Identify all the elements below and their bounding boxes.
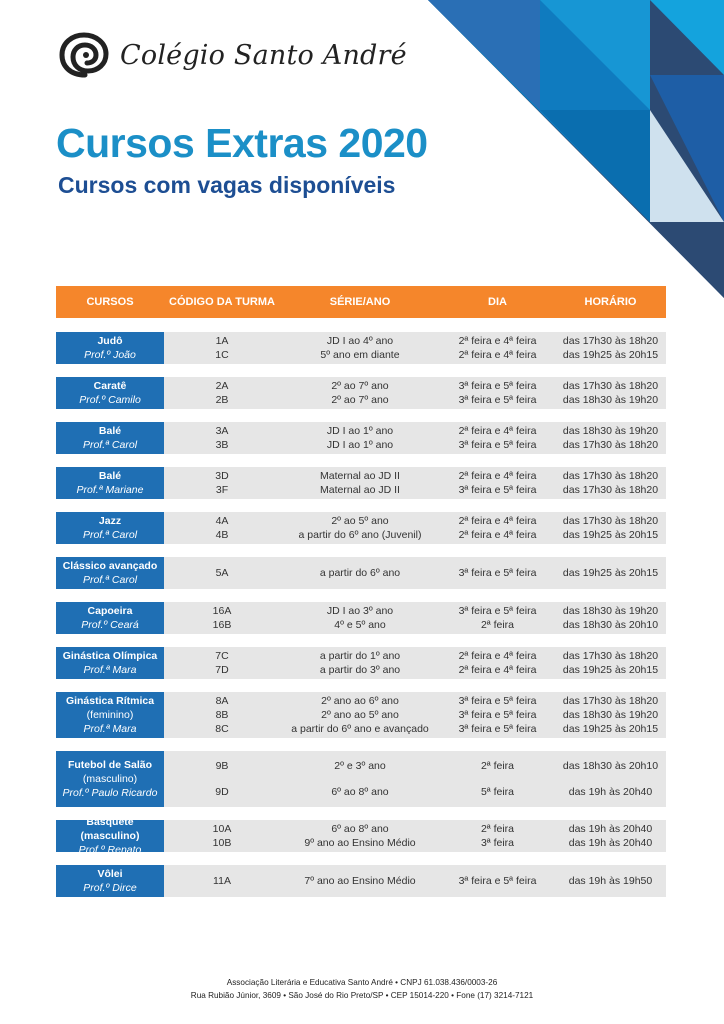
grade-range: JD I ao 3º ano: [326, 605, 394, 617]
course-cell: [56, 377, 164, 409]
table-row: [164, 722, 666, 736]
course-rows: [164, 557, 666, 589]
table-row: [164, 836, 666, 850]
footer-line-1: Associação Literária e Educativa Santo André • CNPJ 61.038.436/0003-26: [226, 978, 498, 987]
course-cell: [56, 692, 164, 738]
course-group: [56, 865, 666, 897]
course-name: Jazz: [98, 515, 122, 527]
turma-code: 4A: [215, 515, 229, 527]
schedule-time: das 17h30 às 18h20: [562, 335, 659, 347]
weekday: 2ª feira e 4ª feira: [458, 650, 537, 662]
grade-range: a partir do 1º ano: [319, 650, 401, 662]
turma-code: 1A: [215, 335, 229, 347]
course-teacher: Prof.ª Mara: [83, 723, 137, 735]
turma-code: 2A: [215, 380, 229, 392]
header-dia: DIA: [488, 295, 507, 308]
weekday: 3ª feira e 5ª feira: [458, 439, 537, 451]
turma-code: 7D: [215, 664, 229, 676]
course-name: Balé: [98, 470, 122, 482]
grade-range: 2º ano ao 5º ano: [321, 709, 399, 721]
page-title: Cursos Extras 2020: [56, 120, 428, 166]
weekday: 2ª feira e 4ª feira: [458, 515, 537, 527]
logo-spiral-icon: [58, 30, 112, 80]
weekday: 3ª feira e 5ª feira: [458, 709, 537, 721]
course-cell: [56, 422, 164, 454]
header-horario: HORÁRIO: [584, 295, 637, 308]
course-cell: [56, 602, 164, 634]
table-body: [56, 332, 666, 897]
page-subtitle: Cursos com vagas disponíveis: [58, 172, 396, 198]
table-row: [164, 393, 666, 407]
course-teacher: Prof.º Paulo Ricardo: [62, 787, 158, 799]
course-note: (masculino): [82, 773, 138, 785]
course-teacher: Prof.ª Carol: [82, 574, 138, 586]
course-cell: [56, 751, 164, 807]
course-group: [56, 751, 666, 807]
grade-range: 9º ano ao Ensino Médio: [304, 837, 416, 849]
turma-code: 9D: [215, 786, 229, 798]
turma-code: 10B: [212, 837, 232, 849]
grade-range: JD I ao 4º ano: [326, 335, 394, 347]
table-row: [164, 424, 666, 438]
schedule-time: das 17h30 às 18h20: [562, 515, 659, 527]
weekday: 2ª feira e 4ª feira: [458, 664, 537, 676]
weekday: 2ª feira: [480, 760, 515, 772]
table-row: [164, 438, 666, 452]
table-row: [164, 560, 666, 586]
table-row: [164, 528, 666, 542]
course-teacher: Prof.ª Carol: [82, 529, 138, 541]
turma-code: 9B: [215, 760, 229, 772]
weekday: 3ª feira e 5ª feira: [458, 605, 537, 617]
turma-code: 3F: [215, 484, 229, 496]
course-name: Balé: [98, 425, 122, 437]
grade-range: 7º ano ao Ensino Médio: [304, 875, 416, 887]
weekday: 3ª feira e 5ª feira: [458, 567, 537, 579]
grade-range: 2º ao 7º ano: [331, 394, 389, 406]
grade-range: 5º ano em diante: [320, 349, 400, 361]
turma-code: 8A: [215, 695, 229, 707]
turma-code: 2B: [215, 394, 229, 406]
table-row: [164, 694, 666, 708]
course-name: Caratê: [93, 380, 127, 392]
turma-code: 3D: [215, 470, 229, 482]
turma-code: 3A: [215, 425, 229, 437]
table-row: [164, 469, 666, 483]
table-row: [164, 753, 666, 779]
schedule-time: das 19h às 20h40: [568, 823, 653, 835]
schedule-time: das 19h25 às 20h15: [562, 349, 659, 361]
course-group: [56, 647, 666, 679]
grade-range: 6º ao 8º ano: [331, 823, 389, 835]
weekday: 2ª feira e 4ª feira: [458, 349, 537, 361]
grade-range: 2º e 3º ano: [334, 760, 386, 772]
weekday: 2ª feira e 4ª feira: [458, 529, 537, 541]
table-row: [164, 348, 666, 362]
grade-range: 2º ao 5º ano: [331, 515, 389, 527]
course-teacher: Prof.º Camilo: [79, 394, 141, 406]
turma-code: 5A: [215, 567, 229, 579]
grade-range: 2º ano ao 6º ano: [321, 695, 399, 707]
course-rows: [164, 602, 666, 634]
schedule-time: das 17h30 às 18h20: [562, 439, 659, 451]
table-row: [164, 822, 666, 836]
table-row: [164, 868, 666, 894]
course-name: Vôlei: [97, 868, 123, 880]
course-cell: [56, 865, 164, 897]
course-rows: [164, 467, 666, 499]
course-teacher: Prof.ª Mariane: [76, 484, 144, 496]
course-rows: [164, 377, 666, 409]
course-rows: [164, 332, 666, 364]
weekday: 5ª feira: [480, 786, 515, 798]
table-row: [164, 618, 666, 632]
course-rows: [164, 751, 666, 807]
schedule-time: das 17h30 às 18h20: [562, 650, 659, 662]
schedule-time: das 17h30 às 18h20: [562, 695, 659, 707]
course-group: [56, 816, 666, 856]
table-row: [164, 483, 666, 497]
weekday: 3ª feira: [480, 837, 515, 849]
schedule-time: das 19h25 às 20h15: [562, 529, 659, 541]
course-group: [56, 332, 666, 364]
grade-range: 2º ao 7º ano: [331, 380, 389, 392]
weekday: 3ª feira e 5ª feira: [458, 723, 537, 735]
weekday: 3ª feira e 5ª feira: [458, 695, 537, 707]
course-teacher: Prof.º Dirce: [83, 882, 137, 894]
grade-range: Maternal ao JD II: [320, 470, 400, 482]
turma-code: 1C: [215, 349, 229, 361]
course-cell: [56, 467, 164, 499]
header-codigo: CÓDIGO DA TURMA: [169, 295, 275, 308]
grade-range: 4º e 5º ano: [334, 619, 386, 631]
course-teacher: Prof.º Ceará: [81, 619, 139, 631]
schedule-time: das 18h30 às 19h20: [562, 709, 659, 721]
school-logo: [58, 30, 407, 80]
schedule-time: das 17h30 às 18h20: [562, 380, 659, 392]
schedule-time: das 19h25 às 20h15: [562, 723, 659, 735]
course-group: [56, 602, 666, 634]
table-header: [56, 286, 666, 318]
course-group: [56, 512, 666, 544]
turma-code: 10A: [212, 823, 232, 835]
schedule-time: das 17h30 às 18h20: [562, 484, 659, 496]
course-teacher: Prof.º João: [84, 349, 136, 361]
grade-range: a partir do 3º ano: [319, 664, 401, 676]
course-rows: [164, 422, 666, 454]
course-teacher: Prof.ª Mara: [83, 664, 137, 676]
course-group: [56, 557, 666, 589]
schedule-time: das 19h às 20h40: [568, 786, 653, 798]
header-serie: SÉRIE/ANO: [329, 295, 391, 308]
course-teacher: Prof.º Renato: [78, 844, 142, 856]
schedule-time: das 18h30 às 19h20: [562, 394, 659, 406]
course-teacher: Prof.ª Carol: [82, 439, 138, 451]
weekday: 2ª feira e 4ª feira: [458, 335, 537, 347]
courses-table: [56, 286, 666, 897]
course-cell: [56, 332, 164, 364]
course-name: Basquete (masculino): [80, 816, 140, 842]
schedule-time: das 17h30 às 18h20: [562, 470, 659, 482]
turma-code: 4B: [215, 529, 229, 541]
schedule-time: das 18h30 às 20h10: [562, 760, 659, 772]
table-row: [164, 379, 666, 393]
weekday: 2ª feira e 4ª feira: [458, 425, 537, 437]
weekday: 2ª feira: [480, 619, 515, 631]
turma-code: 16A: [212, 605, 232, 617]
turma-code: 11A: [213, 875, 231, 887]
turma-code: 16B: [212, 619, 232, 631]
grade-range: a partir do 6º ano (Juvenil): [298, 529, 422, 541]
course-rows: [164, 865, 666, 897]
course-note: (feminino): [86, 709, 134, 721]
schedule-time: das 19h25 às 20h15: [562, 567, 659, 579]
schedule-time: das 18h30 às 19h20: [562, 425, 659, 437]
course-name: Ginástica Olímpica: [62, 650, 158, 662]
turma-code: 8B: [215, 709, 229, 721]
turma-code: 7C: [215, 650, 229, 662]
table-row: [164, 663, 666, 677]
weekday: 3ª feira e 5ª feira: [458, 394, 537, 406]
grade-range: Maternal ao JD II: [320, 484, 400, 496]
course-cell: [56, 512, 164, 544]
course-group: [56, 692, 666, 738]
course-name: Judô: [97, 335, 123, 347]
footer-line-2: Rua Rubião Júnior, 3609 • São José do Rio Preto/SP • CEP 15014-220 • Fone (17) 3214-7121: [190, 991, 534, 1000]
schedule-time: das 19h às 19h50: [568, 875, 653, 887]
course-rows: [164, 820, 666, 852]
turma-code: 3B: [215, 439, 229, 451]
course-name: Capoeira: [87, 605, 133, 617]
course-group: [56, 377, 666, 409]
table-row: [164, 334, 666, 348]
course-name: Ginástica Rítmica: [65, 695, 155, 707]
course-rows: [164, 512, 666, 544]
weekday: 2ª feira e 4ª feira: [458, 470, 537, 482]
course-cell: [56, 816, 164, 856]
weekday: 2ª feira: [480, 823, 515, 835]
course-cell: [56, 647, 164, 679]
weekday: 3ª feira e 5ª feira: [458, 380, 537, 392]
course-rows: [164, 692, 666, 738]
course-rows: [164, 647, 666, 679]
course-name: Futebol de Salão: [67, 759, 152, 771]
school-name: Colégio Santo André: [120, 39, 407, 71]
course-group: [56, 467, 666, 499]
grade-range: a partir do 6º ano e avançado: [291, 723, 429, 735]
table-row: [164, 604, 666, 618]
table-row: [164, 514, 666, 528]
table-row: [164, 708, 666, 722]
schedule-time: das 19h às 20h40: [568, 837, 653, 849]
course-group: [56, 422, 666, 454]
turma-code: 8C: [215, 723, 229, 735]
table-row: [164, 649, 666, 663]
header-cursos: CURSOS: [86, 295, 134, 308]
schedule-time: das 19h25 às 20h15: [562, 664, 659, 676]
weekday: 3ª feira e 5ª feira: [458, 484, 537, 496]
grade-range: 6º ao 8º ano: [331, 786, 389, 798]
grade-range: JD I ao 1º ano: [326, 425, 394, 437]
weekday: 3ª feira e 5ª feira: [458, 875, 537, 887]
schedule-time: das 18h30 às 20h10: [562, 619, 659, 631]
course-name: Clássico avançado: [62, 560, 158, 572]
course-cell: [56, 557, 164, 589]
table-row: [164, 779, 666, 805]
grade-range: JD I ao 1º ano: [326, 439, 394, 451]
grade-range: a partir do 6º ano: [319, 567, 401, 579]
schedule-time: das 18h30 às 19h20: [562, 605, 659, 617]
